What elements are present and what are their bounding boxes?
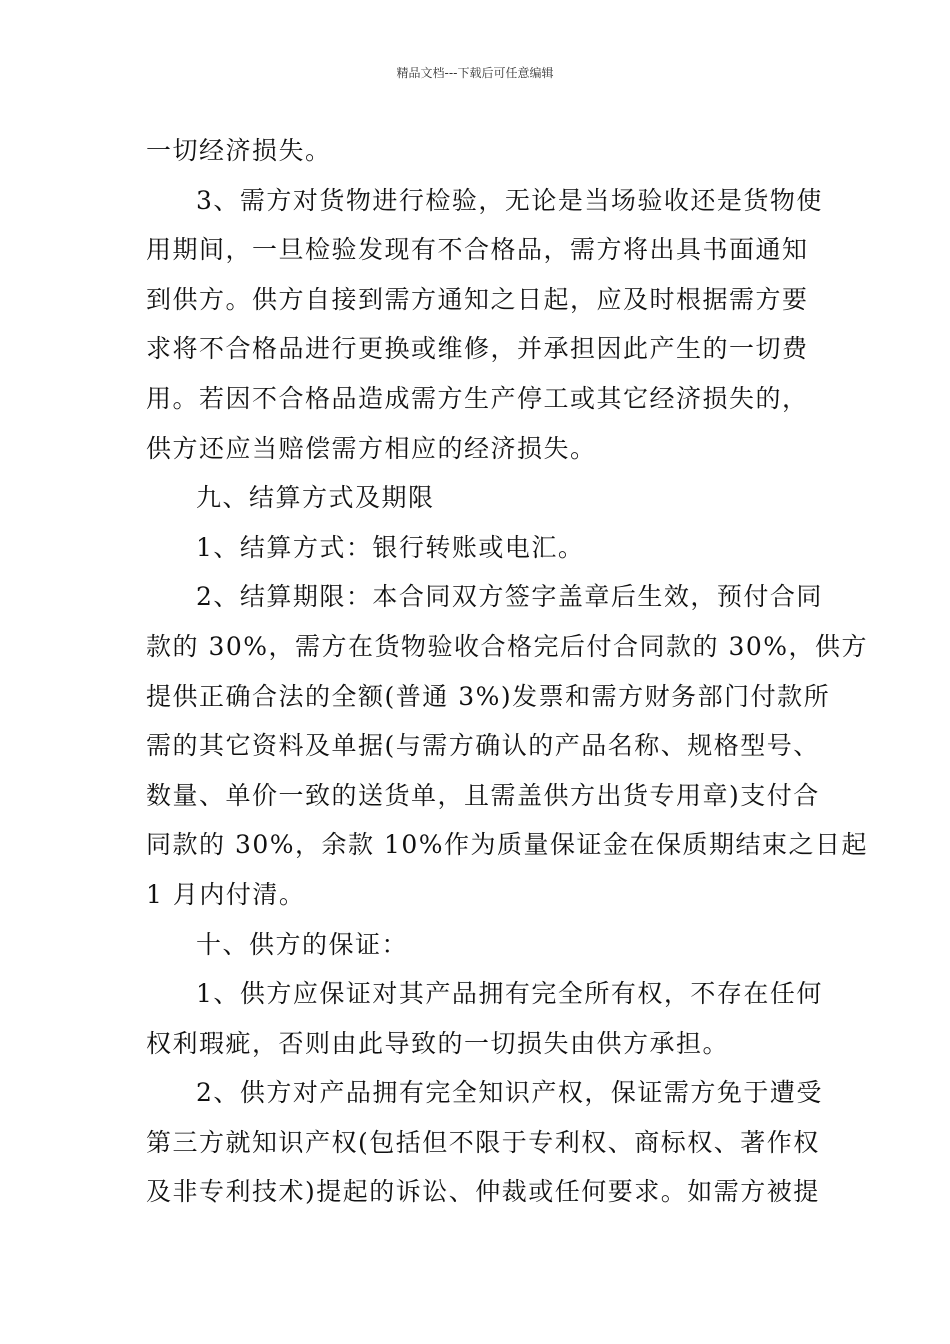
text-line: 到供方。供方自接到需方通知之日起，应及时根据需方要: [146, 284, 809, 314]
section-heading: 十、供方的保证：: [196, 929, 409, 959]
text-line: 1 月内付清。: [146, 879, 306, 909]
text-line: 第三方就知识产权(包括但不限于专利权、商标权、著作权: [146, 1127, 820, 1157]
text-line: 同款的 30%，余款 10%作为质量保证金在保质期结束之日起: [146, 830, 869, 860]
text-line: 需的其它资料及单据(与需方确认的产品名称、规格型号、: [146, 731, 820, 761]
page-header: 精品文档---下载后可任意编辑: [396, 66, 554, 80]
text-line: 2、供方对产品拥有完全知识产权，保证需方免于遭受: [196, 1078, 823, 1108]
text-line: 用期间，一旦检验发现有不合格品，需方将出具书面通知: [146, 235, 809, 265]
text-line: 1、结算方式：银行转账或电汇。: [196, 532, 585, 562]
document-body: [146, 126, 869, 1217]
section-heading: 九、结算方式及期限: [196, 483, 435, 513]
text-line: 一切经济损失。: [146, 136, 332, 165]
text-line: 款的 30%，需方在货物验收合格完后付合同款的 30%，供方: [146, 631, 869, 661]
text-line: 权利瑕疵，否则由此导致的一切损失由供方承担。: [146, 1028, 730, 1058]
text-line: 求将不合格品进行更换或维修，并承担因此产生的一切费: [146, 334, 809, 364]
text-line: 3、需方对货物进行检验，无论是当场验收还是货物使: [196, 185, 823, 215]
text-line: 供方还应当赔偿需方相应的经济损失。: [146, 433, 597, 463]
text-line: 2、结算期限：本合同双方签字盖章后生效，预付合同: [196, 582, 823, 612]
text-line: 及非专利技术)提起的诉讼、仲裁或任何要求。如需方被提: [146, 1177, 820, 1207]
text-line: 用。若因不合格品造成需方生产停工或其它经济损失的，: [146, 383, 809, 413]
text-line: 提供正确合法的全额(普通 3%)发票和需方财务部门付款所: [146, 681, 831, 711]
text-line: 数量、单价一致的送货单，且需盖供方出货专用章)支付合: [146, 780, 820, 810]
text-line: 1、供方应保证对其产品拥有完全所有权，不存在任何: [196, 979, 823, 1009]
